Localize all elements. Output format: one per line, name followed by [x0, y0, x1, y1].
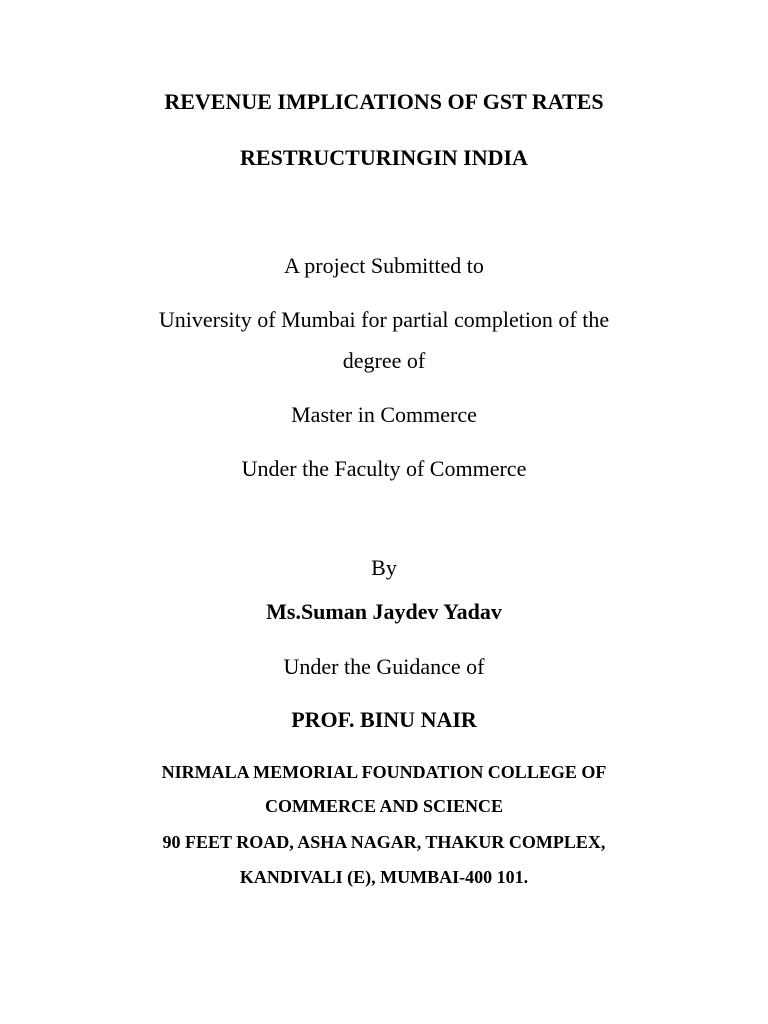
faculty-text: Under the Faculty of Commerce: [241, 456, 527, 481]
degree-text: Master in Commerce: [291, 402, 477, 427]
guidance-label: Under the Guidance of: [283, 654, 485, 679]
guide-name: PROF. BINU NAIR: [291, 707, 477, 732]
address-line-1: 90 FEET ROAD, ASHA NAGAR, THAKUR COMPLEX,: [162, 832, 606, 852]
college-line-1: NIRMALA MEMORIAL FOUNDATION COLLEGE OF: [161, 762, 607, 782]
by-label: By: [371, 555, 397, 580]
author-name: Ms.Suman Jaydev Yadav: [266, 599, 502, 624]
college-line-2: COMMERCE AND SCIENCE: [264, 796, 504, 816]
address-line-2: KANDIVALI (E), MUMBAI-400 101.: [239, 867, 529, 887]
title-line-2: RESTRUCTURINGIN INDIA: [240, 145, 528, 170]
university-line-1: University of Mumbai for partial completion of the: [158, 307, 610, 332]
submitted-to-text: A project Submitted to: [284, 253, 484, 278]
university-line-2: degree of: [342, 348, 426, 373]
title-line-1: REVENUE IMPLICATIONS OF GST RATES: [164, 89, 604, 114]
